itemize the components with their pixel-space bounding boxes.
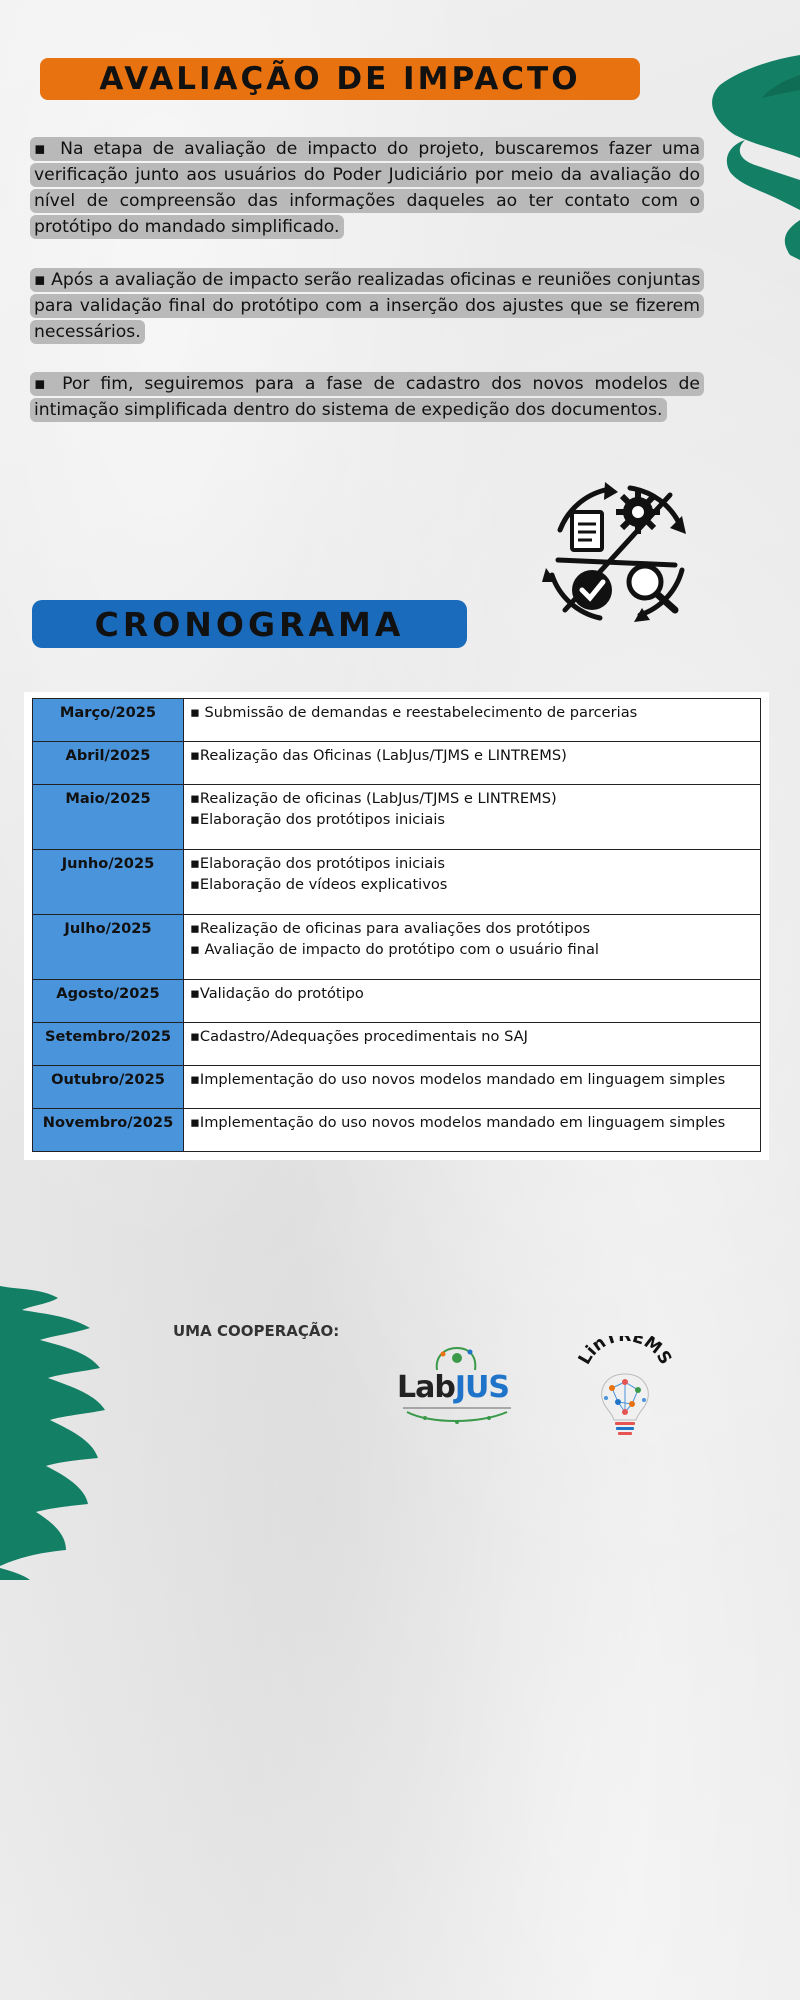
cronograma-activity: ▪Elaboração dos protótipos iniciais: [190, 855, 445, 872]
cronograma-month: Setembro/2025: [33, 1023, 184, 1066]
cronograma-title: CRONOGRAMA: [32, 600, 467, 648]
lintrems-wordmark: LinTREMS: [574, 1336, 676, 1369]
impacto-paragraph: [24, 132, 710, 244]
cronograma-activity: ▪Elaboração dos protótipos iniciais: [190, 811, 445, 828]
lintrems-bulb-icon: [570, 1336, 680, 1446]
cronograma-activity: ▪Realização das Oficinas (LabJus/TJMS e LINTREMS): [190, 747, 567, 764]
cronograma-activity: ▪Elaboração de vídeos explicativos: [190, 876, 448, 893]
cronograma-row: [33, 785, 761, 850]
green-brush-icon: [0, 1280, 110, 1580]
process-cycle-icon: [530, 470, 700, 635]
cronograma-activities: [184, 1066, 761, 1109]
labjus-wordmark: [397, 1370, 509, 1405]
cronograma-activity: ▪Cadastro/Adequações procedimentais no SAJ: [190, 1028, 528, 1045]
cronograma-activity: ▪ Avaliação de impacto do protótipo com o usuário final: [190, 941, 599, 958]
impacto-paragraph-text: ▪ Na etapa de avaliação de impacto do projeto, buscaremos fazer uma verificação junto aos usuários do Poder Judiciário por meio da avaliação do nível de compreensão das informações daqueles ao ter contato com o protótipo do mandado simplificado.: [30, 137, 704, 239]
cooperation-label: UMA COOPERAÇÃO:: [173, 1322, 340, 1340]
cronograma-activities: [184, 850, 761, 915]
cronograma-activity: ▪Validação do protótipo: [190, 985, 364, 1002]
cronograma-month: Agosto/2025: [33, 980, 184, 1023]
cronograma-month: Março/2025: [33, 699, 184, 742]
cronograma-row: [33, 850, 761, 915]
cronograma-grid: [32, 698, 761, 1152]
cronograma-activities: [184, 915, 761, 980]
cronograma-row: [33, 1023, 761, 1066]
cronograma-month: Outubro/2025: [33, 1066, 184, 1109]
labjus-logo: [395, 1342, 520, 1428]
cronograma-activities: [184, 785, 761, 850]
cronograma-month: Julho/2025: [33, 915, 184, 980]
cronograma-row: [33, 980, 761, 1023]
cronograma-activities: [184, 1023, 761, 1066]
cronograma-activity: ▪Realização de oficinas para avaliações dos protótipos: [190, 920, 591, 937]
labjus-jus-text: JUS: [454, 1370, 509, 1405]
cronograma-row: [33, 1109, 761, 1152]
impacto-title: AVALIAÇÃO DE IMPACTO: [40, 58, 640, 100]
cronograma-month: Novembro/2025: [33, 1109, 184, 1152]
cronograma-row: [33, 1066, 761, 1109]
cronograma-activities: [184, 1109, 761, 1152]
impacto-paragraph: [24, 367, 710, 427]
cronograma-activities: [184, 980, 761, 1023]
cronograma-month: Junho/2025: [33, 850, 184, 915]
cronograma-row: [33, 699, 761, 742]
cronograma-activity: ▪ Submissão de demandas e reestabelecimento de parcerias: [190, 704, 638, 721]
impacto-paragraph-text: ▪ Após a avaliação de impacto serão realizadas oficinas e reuniões conjuntas para validação final do protótipo com a inserção dos ajustes que se fizerem necessários.: [30, 268, 704, 344]
cronograma-row: [33, 915, 761, 980]
labjus-lab-text: Lab: [397, 1370, 455, 1405]
cronograma-month: Abril/2025: [33, 742, 184, 785]
cronograma-activity: ▪Implementação do uso novos modelos mandado em linguagem simples: [190, 1114, 726, 1131]
cronograma-activities: [184, 699, 761, 742]
cronograma-activities: [184, 742, 761, 785]
green-brush-icon: [700, 40, 800, 260]
lintrems-logo: [570, 1336, 680, 1446]
impacto-paragraph-text: ▪ Por fim, seguiremos para a fase de cadastro dos novos modelos de intimação simplificada dentro do sistema de expedição dos documentos.: [30, 372, 704, 422]
cronograma-row: [33, 742, 761, 785]
impacto-paragraph: [24, 263, 710, 349]
cronograma-table: [24, 692, 769, 1160]
cronograma-activity: ▪Realização de oficinas (LabJus/TJMS e LINTREMS): [190, 790, 557, 807]
cronograma-activity: ▪Implementação do uso novos modelos mandado em linguagem simples: [190, 1071, 726, 1088]
cronograma-month: Maio/2025: [33, 785, 184, 850]
